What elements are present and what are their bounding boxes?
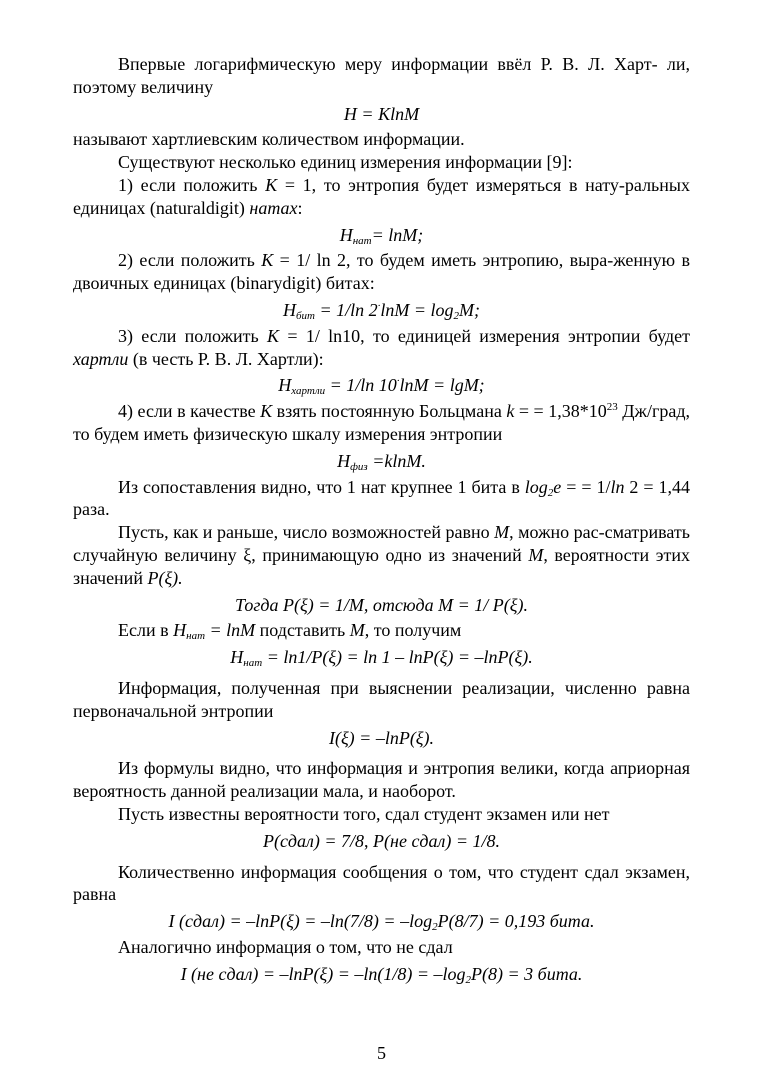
paragraph-bits: 2) если положить K = 1/ ln 2, то будем иметь энтропию, выра-женную в двоичных единицах (binarydigit) битах: <box>73 250 690 294</box>
paragraph-nats: 1) если положить K = 1, то энтропия будет измеряться в нату-ральных единицах (naturaldigit) натах: <box>73 174 690 218</box>
paragraph-exam: Пусть известны вероятности того, сдал студент экзамен или нет <box>118 803 610 824</box>
paragraph-substitute: Если в $H_{нат} = \ln M$ подставить M, то получим <box>118 620 462 643</box>
paragraph-failed-info: Аналогично информация о том, что не сдал <box>118 936 453 957</box>
formula-nats: $H_{нат}= \ln M$; <box>339 224 424 247</box>
formula-hartleys: $H_{хартли} = 1/\ln$ 10·lnM = lgM; <box>278 375 485 398</box>
formula-passed: I (сдал) = $-\ln P(\xi) = -\ln(7/8) = -\log_2P(8/7) = 0,193$ бита. <box>168 911 595 934</box>
formula-information: I(ξ) = –lnP(ξ). <box>328 727 435 748</box>
formula-nat-derivation: $H_{нат} = \ln 1/P(\xi) = \ln 1 - \ln P(\xi) = -\ln P(\xi)$. <box>230 647 533 670</box>
paragraph-boltzmann: 4) если в качестве K взять постоянную Больцмана k = = $1,38*10^{23}$ Дж/град, то будем иметь физическую шкалу измерения энтропии <box>73 401 690 444</box>
paragraph-units: Существуют несколько единиц измерения информации [9]: <box>118 152 573 173</box>
paragraph-hartleys: 3) если положить K = 1/ ln10, то единицей измерения энтропии будет хартли (в честь Р. В. Л. Хартли): <box>73 325 690 369</box>
page-number: 5 <box>377 1043 386 1063</box>
formula-bits: $H_{бит} = 1/\ln$ $2^\cdot\ln M = \log_2M$; <box>282 299 481 322</box>
formula-hartley: H = KlnM <box>343 103 420 124</box>
paragraph-passed-info: Количественно информация сообщения о том, что студент сдал экзамен, равна <box>73 861 690 905</box>
paragraph-comparison: Из сопоставления видно, что 1 нат крупнее 1 бита в $\log_2e$ = = 1/ln 2 = 1,44 раза. <box>73 476 690 520</box>
paragraph-formula-observation: Из формулы видно, что информация и энтропия велики, когда априорная вероятность данной реализации мала, и наоборот. <box>73 758 690 802</box>
formula-exam-probabilities: P(сдал) = 7/8, P(не сдал) = 1/8. <box>262 830 501 851</box>
formula-probability: Тогда P(ξ) = 1/M, отсюда M = 1/ P(ξ). <box>235 594 528 615</box>
paragraph-random-variable: Пусть, как и раньше, число возможностей равно M, можно рас-сматривать случайную величину ξ, принимающую одно из значений M, вероятности этих значений P(ξ). <box>73 522 691 588</box>
paragraph-hartley-name: называют хартлиевским количеством информации. <box>73 129 465 150</box>
formula-physical: $H_{физ} =klnM$. <box>337 450 426 473</box>
paragraph-information: Информация, полученная при выяснении реализации, численно равна первоначальной энтропии <box>73 677 690 721</box>
page-body <box>73 53 690 988</box>
paragraph-intro: Впервые логарифмическую меру информации ввёл Р. В. Л. Харт- ли, поэтому величину <box>73 54 691 97</box>
formula-failed: I (не сдал) = $-\ln P(\xi) = -\ln(1/8) = -\log_2P(8) = 3$ бита. <box>180 963 583 986</box>
